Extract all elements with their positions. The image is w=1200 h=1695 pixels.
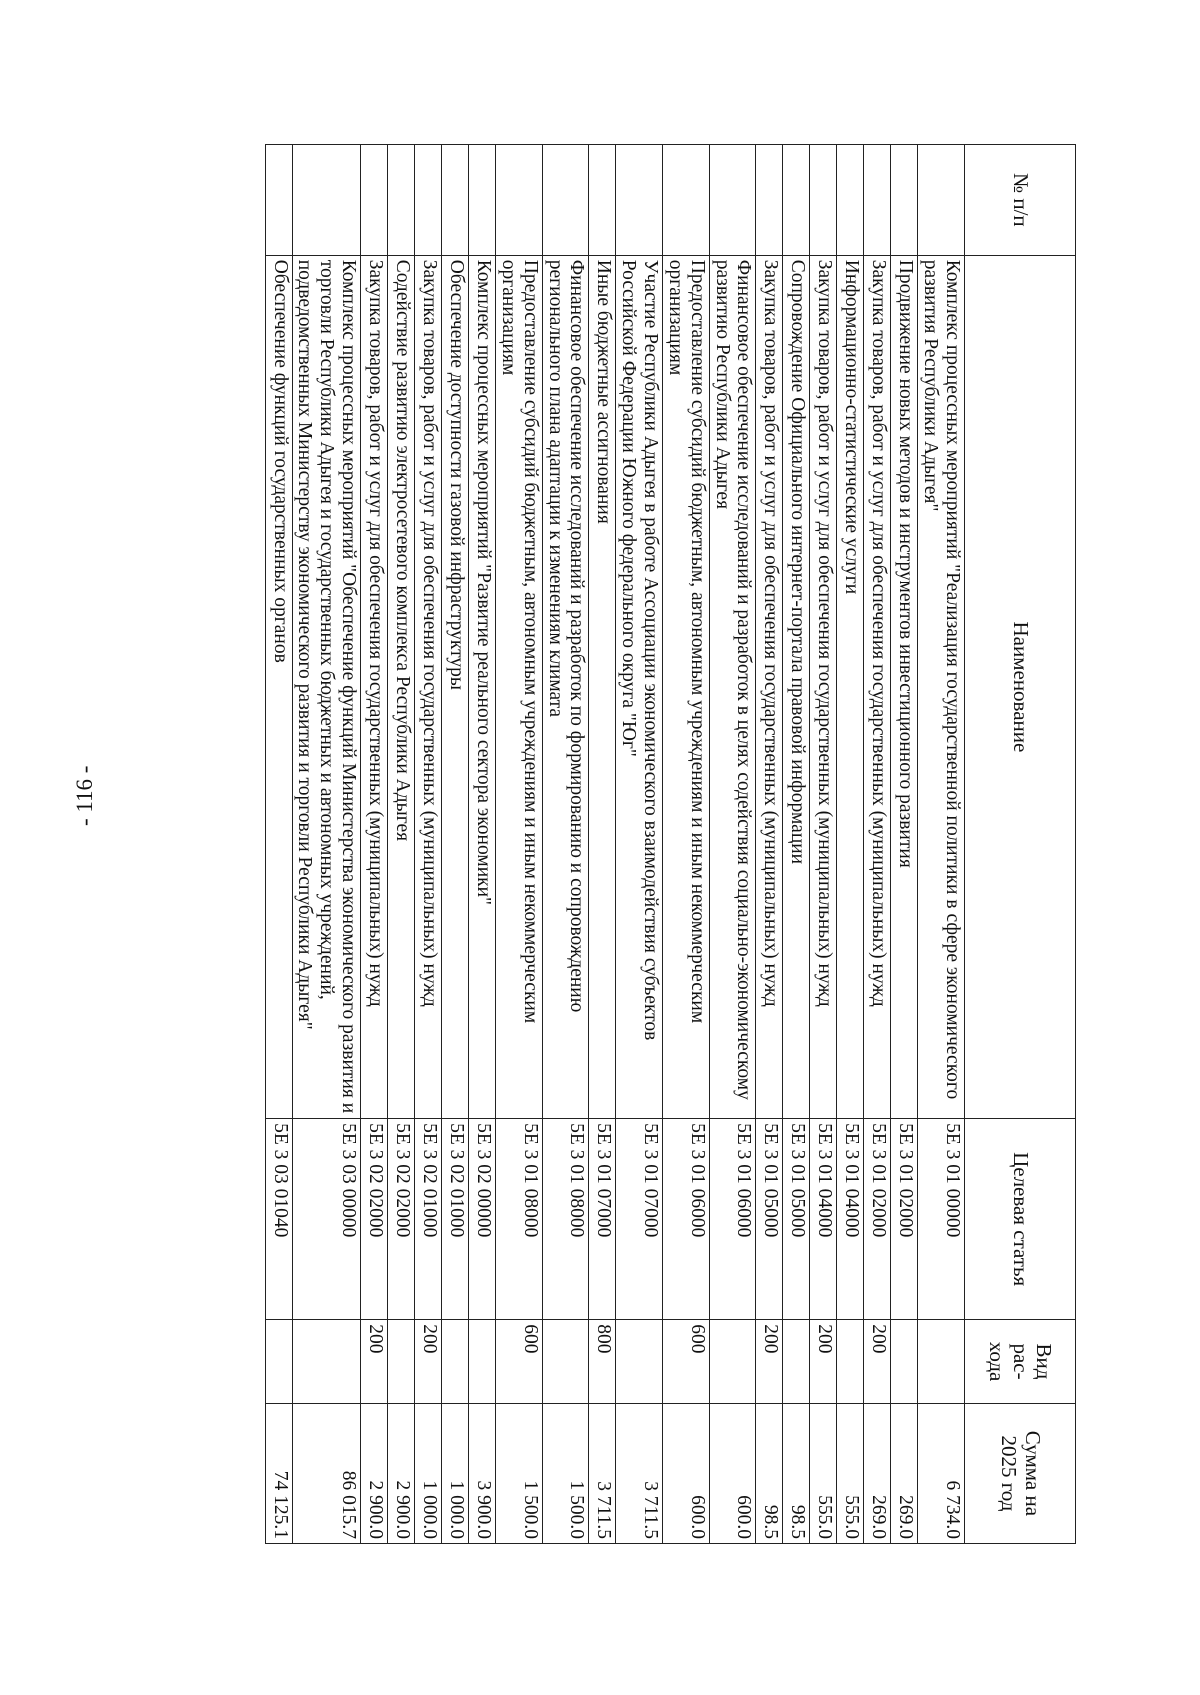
row-num [837,145,864,256]
row-code: 5Е 3 02 01000 [442,1119,469,1320]
row-sum: 2 900.0 [361,1403,388,1543]
table-row [864,145,891,1544]
table-header-row [965,145,1076,1544]
row-num [388,145,415,256]
row-name: Финансовое обеспечение исследований и разработок по формированию и сопровождению регионального плана адаптации к изменениям климата [542,255,589,1118]
row-name: Информационно-статистические услуги [837,255,864,1118]
table-row [783,145,810,1544]
row-code: 5Е 3 01 02000 [891,1119,918,1320]
row-num [810,145,837,256]
row-code: 5Е 3 01 04000 [810,1119,837,1320]
header-name: Наименование [965,255,1076,1118]
row-code: 5Е 3 02 02000 [388,1119,415,1320]
row-type [442,1320,469,1404]
row-num [542,145,589,256]
row-type: 600 [496,1320,543,1404]
row-name: Сопровождение Официального интернет-портала правовой информации [783,255,810,1118]
row-name: Продвижение новых методов и инструментов инвестиционного развития [891,255,918,1118]
row-num [918,145,965,256]
row-sum: 3 900.0 [469,1403,496,1543]
row-code: 5Е 3 02 02000 [361,1119,388,1320]
row-name: Участие Республики Адыгея в работе Ассоциации экономического взаимодействия субъектов Российской Федерации Южного федерального округа "Юг" [616,255,663,1118]
row-sum: 3 711.5 [616,1403,663,1543]
table-row [663,145,710,1544]
row-sum: 1 000.0 [442,1403,469,1543]
header-code: Целевая статья [965,1119,1076,1320]
row-name: Закупка товаров, работ и услуг для обеспечения государственных (муниципальных) нужд [415,255,442,1118]
row-name: Обеспечение функций государственных органов [265,255,292,1118]
row-code: 5Е 3 02 00000 [469,1119,496,1320]
row-num [292,145,360,256]
row-num [891,145,918,256]
table-row [361,145,388,1544]
row-code: 5Е 3 01 00000 [918,1119,965,1320]
row-code: 5Е 3 03 01040 [265,1119,292,1320]
row-num [589,145,616,256]
rotated-table-container [136,144,1076,1544]
page-number: - 116 - [72,765,97,826]
row-type [469,1320,496,1404]
row-type [542,1320,589,1404]
row-num [756,145,783,256]
row-type: 200 [361,1320,388,1404]
table-row [918,145,965,1544]
row-type: 200 [415,1320,442,1404]
row-sum: 600.0 [663,1403,710,1543]
row-name: Закупка товаров, работ и услуг для обеспечения государственных (муниципальных) нужд [361,255,388,1118]
table-row [542,145,589,1544]
row-type [616,1320,663,1404]
table-row [709,145,756,1544]
row-name: Закупка товаров, работ и услуг для обеспечения государственных (муниципальных) нужд [810,255,837,1118]
row-code: 5Е 3 01 08000 [496,1119,543,1320]
table-row [442,145,469,1544]
row-sum: 86 015.7 [292,1403,360,1543]
row-name: Предоставление субсидий бюджетным, автономным учреждениям и иным некоммерческим организациям [496,255,543,1118]
row-code: 5Е 3 03 00000 [292,1119,360,1320]
row-num [496,145,543,256]
row-sum: 1 500.0 [542,1403,589,1543]
row-name: Комплекс процессных мероприятий "Реализация государственной политики в сфере экономического развития Республики Адыгея" [918,255,965,1118]
header-type: Вид рас-хода [965,1320,1076,1404]
row-num [361,145,388,256]
table-row [265,145,292,1544]
row-name: Содействие развитию электросетевого комплекса Республики Адыгея [388,255,415,1118]
row-num [616,145,663,256]
row-name: Предоставление субсидий бюджетным, автономным учреждениям и иным некоммерческим организациям [663,255,710,1118]
row-type [783,1320,810,1404]
header-num: № п/п [965,145,1076,256]
row-num [265,145,292,256]
row-name: Комплекс процессных мероприятий "Обеспечение функций Министерства экономического развития и торговли Республики Адыгея и государственных бюджетных и автономных учреждений, подведомственных Министерству экономического развития и торговли Республики Адыгея" [292,255,360,1118]
row-code: 5Е 3 01 05000 [756,1119,783,1320]
table-row [616,145,663,1544]
row-type: 600 [663,1320,710,1404]
row-type [891,1320,918,1404]
row-code: 5Е 3 01 05000 [783,1119,810,1320]
row-code: 5Е 3 01 08000 [542,1119,589,1320]
row-type [709,1320,756,1404]
row-sum: 2 900.0 [388,1403,415,1543]
row-sum: 74 125.1 [265,1403,292,1543]
row-code: 5Е 3 01 02000 [864,1119,891,1320]
row-code: 5Е 3 01 06000 [663,1119,710,1320]
row-num [415,145,442,256]
row-sum: 555.0 [810,1403,837,1543]
row-type: 200 [864,1320,891,1404]
table-row [837,145,864,1544]
table-row [891,145,918,1544]
row-name: Закупка товаров, работ и услуг для обеспечения государственных (муниципальных) нужд [756,255,783,1118]
table-row [292,145,360,1544]
row-name: Закупка товаров, работ и услуг для обеспечения государственных (муниципальных) нужд [864,255,891,1118]
table-row [469,145,496,1544]
row-code: 5Е 3 01 07000 [616,1119,663,1320]
row-sum: 3 711.5 [589,1403,616,1543]
header-sum: Сумма на 2025 год [965,1403,1076,1543]
row-code: 5Е 3 01 06000 [709,1119,756,1320]
table-row [496,145,543,1544]
row-sum: 269.0 [891,1403,918,1543]
row-type: 800 [589,1320,616,1404]
row-num [663,145,710,256]
row-sum: 555.0 [837,1403,864,1543]
row-name: Обеспечение доступности газовой инфраструктуры [442,255,469,1118]
row-type [918,1320,965,1404]
row-num [442,145,469,256]
row-type [388,1320,415,1404]
row-num [864,145,891,256]
row-type [837,1320,864,1404]
row-sum: 269.0 [864,1403,891,1543]
row-code: 5Е 3 02 01000 [415,1119,442,1320]
row-type [292,1320,360,1404]
table-row [388,145,415,1544]
row-num [469,145,496,256]
table-row [589,145,616,1544]
row-num [709,145,756,256]
row-sum: 600.0 [709,1403,756,1543]
row-type: 200 [810,1320,837,1404]
budget-table [265,144,1076,1544]
row-sum: 98.5 [756,1403,783,1543]
row-name: Финансовое обеспечение исследований и разработок в целях содействия социально-экономическому развитию Республики Адыгея [709,255,756,1118]
row-sum: 1 500.0 [496,1403,543,1543]
table-row [415,145,442,1544]
row-sum: 1 000.0 [415,1403,442,1543]
row-name: Иные бюджетные ассигнования [589,255,616,1118]
row-code: 5Е 3 01 04000 [837,1119,864,1320]
table-row [810,145,837,1544]
row-num [783,145,810,256]
table-row [756,145,783,1544]
row-code: 5Е 3 01 07000 [589,1119,616,1320]
row-sum: 98.5 [783,1403,810,1543]
row-type: 200 [756,1320,783,1404]
row-sum: 6 734.0 [918,1403,965,1543]
row-name: Комплекс процессных мероприятий "Развитие реального сектора экономики" [469,255,496,1118]
row-type [265,1320,292,1404]
